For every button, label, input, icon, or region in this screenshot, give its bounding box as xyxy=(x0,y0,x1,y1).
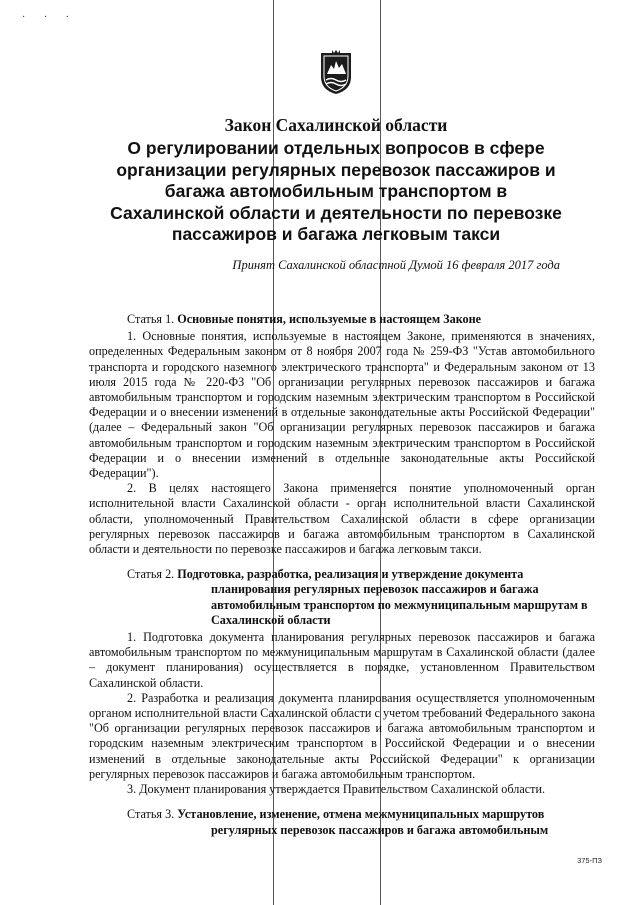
scan-specks: · · · xyxy=(22,12,77,23)
article-title: Установление, изменение, отмена межмуниципальных маршрутов регулярных перевозок пассажиров и багажа автомобильным xyxy=(177,807,549,837)
article-title: Подготовка, разработка, реализация и утверждение документа планирования регулярных перевозок пассажиров и багажа автомобильным транспортом по межмуниципальным маршрутам в Сахалинской области xyxy=(177,567,588,627)
article-paragraph: 3. Документ планирования утверждается Правительством Сахалинской области. xyxy=(127,782,546,797)
article-heading xyxy=(89,807,595,837)
law-subtitle: О регулировании отдельных вопросов в сфере организации регулярных перевозок пассажиров и багажа автомобильным транспортом в Сахалинской области и деятельности по перевозке пассажиров и багажа легковым такси xyxy=(110,138,562,245)
article-paragraph: 2. В целях настоящего Закона применяется понятие уполномоченный орган исполнительной власти Сахалинской области - орган исполнительной власти Сахалинской области, уполномоченный Правительством Сахалинской области в сфере организации регулярных перевозок пассажиров и багажа автомобильным транспортом в Сахалинской области и деятельности по перевозке пассажиров и багажа легковым такси. xyxy=(89,481,595,557)
article-paragraph: 1. Основные понятия, используемые в настоящем Законе, применяются в значениях, определенных Федеральным законом от 8 ноября 2007 года № 259-ФЗ "Устав автомобильного транспорта и городского наземного электрического транспорта" и Федеральным законом от 13 июля 2015 года № 220-ФЗ "Об организации регулярных перевозок пассажиров и багажа автомобильным транспортом и городским наземным электрическим транспортом в Российской Федерации и о внесении изменений в отдельные законодательные акты Российской Федерации" (далее – Федеральный закон "Об организации регулярных перевозок пассажиров и багажа автомобильным транспортом и городским наземным электрическим транспортом в Российской Федерации и о внесении изменений в отдельные законодательные акты Российской Федерации"). xyxy=(89,329,595,481)
article-number: Статья 1. xyxy=(127,312,175,326)
article-number: Статья 2. xyxy=(127,567,175,582)
document-code: 375-ПЗ xyxy=(577,856,602,865)
article-heading xyxy=(89,312,595,327)
article-title: Основные понятия, используемые в настоящем Законе xyxy=(177,312,482,326)
article-heading xyxy=(89,567,595,628)
article-paragraph: 2. Разработка и реализация документа планирования осуществляется уполномоченным органом исполнительной власти Сахалинской области с учетом требований Федерального закона "Об организации регулярных перевозок пассажиров и багажа автомобильным транспортом и городским наземным электрическим транспортом в Российской Федерации и о внесении изменений в отдельные законодательные акты Российской Федерации" к организации регулярных перевозок пассажиров и багажа автомобильным транспортом. xyxy=(89,690,595,781)
article-paragraph: 1. Подготовка документа планирования регулярных перевозок пассажиров и багажа автомобильным транспортом по межмуниципальным маршрутам в Сахалинской области (далее – документ планирования) осуществляется в порядке, установленном Правительством Сахалинской области. xyxy=(89,630,595,690)
article-number: Статья 3. xyxy=(127,807,175,822)
adoption-note: Принят Сахалинской областной Думой 16 февраля 2017 года xyxy=(232,258,560,272)
law-title: Закон Сахалинской области xyxy=(224,115,448,135)
law-body xyxy=(89,312,595,840)
sakhalin-coat-of-arms-icon xyxy=(318,50,354,96)
